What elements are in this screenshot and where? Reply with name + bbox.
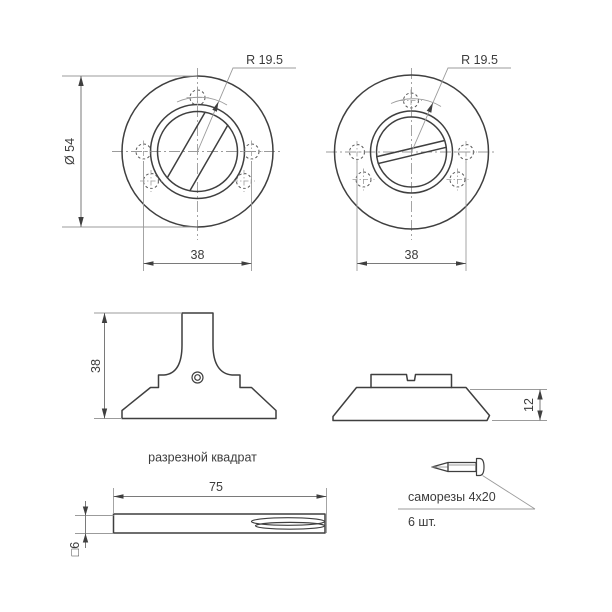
- dimension-arrowhead: [317, 494, 327, 499]
- front-view-knob: [62, 53, 296, 271]
- screw-shank: [448, 463, 476, 472]
- dimension-arrowhead: [83, 534, 88, 543]
- radius-label: R 19.5: [461, 53, 498, 67]
- radius-reference-arc: [391, 99, 441, 107]
- radius-label: R 19.5: [246, 53, 283, 67]
- dimension-arrowhead: [456, 261, 466, 266]
- dimension-arrowhead: [144, 261, 154, 266]
- radius-leader-line: [412, 68, 512, 152]
- slot-rosette-base-profile: [333, 388, 490, 421]
- split-square-caption: разрезной квадрат: [148, 450, 257, 465]
- side-view-slot: [333, 375, 547, 421]
- side-view-knob: [89, 313, 276, 465]
- dimension-arrowhead: [114, 494, 124, 499]
- slot-boss-profile: [371, 375, 452, 388]
- dimension-arrowhead: [537, 411, 542, 421]
- dimension-arrowhead: [78, 217, 83, 227]
- screw-head: [477, 459, 485, 476]
- spacing-label: 38: [190, 248, 205, 262]
- dimension-arrowhead: [102, 313, 107, 323]
- section-extension-lines: [75, 516, 114, 534]
- dimension-arrowhead: [78, 76, 83, 86]
- thickness-label: 12: [522, 398, 536, 412]
- hardware-note: [398, 459, 535, 530]
- screws-label: саморезы 4x20: [408, 490, 496, 504]
- dimension-arrowhead: [102, 409, 107, 419]
- quantity-label: 6 шт.: [408, 515, 437, 529]
- dimension-arrowhead: [357, 261, 367, 266]
- spindle-bar: [114, 514, 326, 533]
- dimension-arrowhead: [83, 507, 88, 516]
- dimension-arrowhead: [242, 261, 252, 266]
- diameter-label: Ø 54: [63, 137, 77, 166]
- knob-side-profile: [122, 313, 276, 419]
- section-label: □6: [68, 541, 82, 557]
- collar-hole-outer: [192, 372, 203, 383]
- collar-hole-inner: [195, 375, 201, 381]
- length-extension-lines: [114, 488, 327, 533]
- spacing-label: 38: [404, 248, 419, 262]
- height-extension-lines: [94, 313, 182, 419]
- front-view-slot: [326, 53, 511, 271]
- dimension-arrowhead: [537, 390, 542, 400]
- spindle-view: [68, 480, 327, 556]
- radius-leader-line: [198, 68, 297, 152]
- height-label: 38: [89, 359, 103, 373]
- leader-arrowhead: [427, 103, 433, 113]
- length-label: 75: [209, 480, 223, 494]
